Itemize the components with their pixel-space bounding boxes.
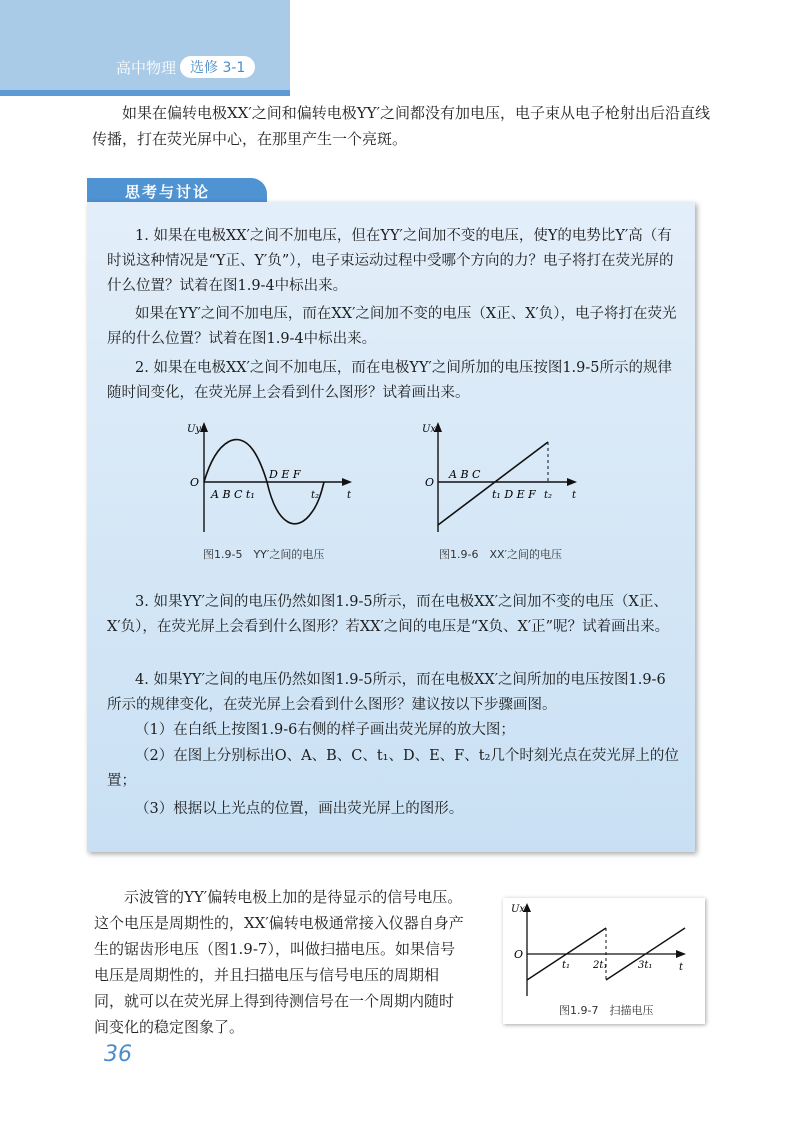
question-1: 1. 如果在电极XX′之间不加电压，但在YY′之间加不变的电压，使Y的电势比Y′高（有时说这种情况是“Y正、Y′负”），电子束运动过程中受哪个方向的力？电子将打在荧光屏的什么位置？试着在图1.9-4中标出来。 (107, 228, 674, 294)
figure-1-9-7-frame (503, 898, 705, 1024)
fig7-origin: O (514, 948, 524, 961)
fig7-x-arrow (676, 950, 686, 958)
fig7-xlabel: t (679, 962, 684, 973)
fig6-ylabel: Ux (422, 424, 437, 435)
figure-1-9-5 (187, 420, 367, 536)
header-strip (0, 90, 290, 96)
fig5-t2: t₂ (311, 490, 320, 501)
fig5-origin: O (190, 476, 200, 489)
fig6-xlabel: t (572, 490, 577, 501)
step-2: （2）在图上分别标出O、A、B、C、t₁、D、E、F、t₂几个时刻光点在荧光屏上的位置； (107, 748, 679, 789)
figure-1-9-7 (503, 898, 705, 1004)
page-number: 36 (104, 1042, 132, 1067)
figure-1-9-5-caption: 图1.9-5 YY′之间的电压 (203, 548, 325, 561)
fig6-x-arrow (567, 478, 577, 486)
discussion-box (87, 202, 695, 852)
fig5-y-arrow (200, 422, 208, 432)
fig6-origin: O (425, 476, 435, 489)
fig5-labels-below: A B C t₁ (211, 488, 255, 501)
fig6-sawtooth-line (438, 442, 548, 525)
fig5-labels-above: D E F (269, 468, 301, 481)
fig7-tick2: 2t₁ (593, 960, 608, 971)
fig5-xlabel: t (347, 490, 352, 501)
fig6-labels-below: t₁ D E F (492, 488, 536, 501)
scan-voltage-paragraph: 示波管的YY′偏转电极上加的是待显示的信号电压。这个电压是周期性的，XX′偏转电极通常接入仪器自身产生的锯齿形电压（图1.9-7），叫做扫描电压。如果信号电压是周期性的，并且扫描电压与信号电压的周期相同，就可以在荧光屏上得到待测信号在一个周期内随时间变化的稳定图象了。 (94, 888, 464, 1036)
question-3: 3. 如果YY′之间的电压仍然如图1.9-5所示，而在电极XX′之间加不变的电压（X正、X′负），在荧光屏上会看到什么图形？若XX′之间的电压是“X负、X′正”呢？试着画出来。 (107, 594, 670, 635)
figure-1-9-7-caption: 图1.9-7 扫描电压 (559, 1004, 654, 1017)
fig7-tick3: 3t₁ (638, 960, 653, 971)
fig6-labels-above: A B C (449, 468, 481, 481)
question-1b: 如果在YY′之间不加电压，而在XX′之间加不变的电压（X正、X′负），电子将打在荧光屏的什么位置？试着在图1.9-4中标出来。 (107, 306, 677, 347)
question-2: 2. 如果在电极XX′之间不加电压，而在电极YY′之间所加的电压按图1.9-5所示的规律随时间变化，在荧光屏上会看到什么图形？试着画出来。 (107, 360, 672, 401)
intro-paragraph: 如果在偏转电极XX′之间和偏转电极YY′之间都没有加电压，电子束从电子枪射出后沿直线传播，打在荧光屏中心，在那里产生一个亮斑。 (92, 104, 710, 148)
volume-badge: 选修 3-1 (180, 56, 255, 78)
figure-1-9-6 (422, 420, 597, 536)
discussion-title: 思考与讨论 (87, 178, 267, 206)
question-4: 4. 如果YY′之间的电压仍然如图1.9-5所示，而在电极XX′之间所加的电压按图1.9-6所示的规律变化，在荧光屏上会看到什么图形？建议按以下步骤画图。 (107, 672, 666, 713)
fig7-ylabel: Ux (511, 904, 526, 915)
fig7-tick1: t₁ (562, 960, 571, 971)
fig5-x-arrow (342, 478, 352, 486)
step-1: （1）在白纸上按图1.9-6右侧的样子画出荧光屏的放大图； (135, 722, 515, 738)
book-title: 高中物理 (116, 59, 177, 77)
figure-1-9-6-caption: 图1.9-6 XX′之间的电压 (439, 548, 563, 561)
fig6-t2: t₂ (544, 490, 553, 501)
fig5-ylabel: Uy (187, 424, 202, 435)
step-3: （3）根据以上光点的位置，画出荧光屏上的图形。 (135, 801, 464, 817)
